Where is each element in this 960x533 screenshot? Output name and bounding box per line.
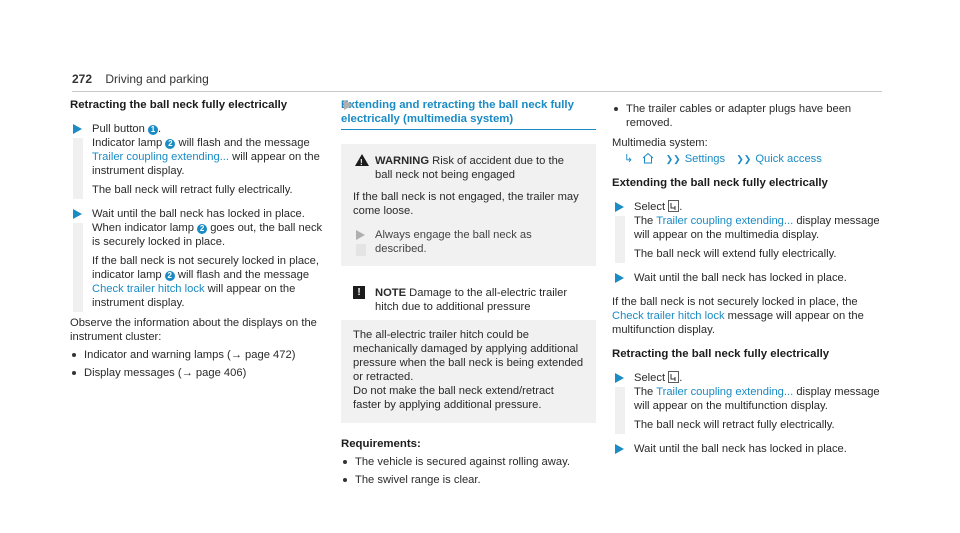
list-item: [70, 348, 328, 362]
menu-path: [612, 152, 882, 166]
column-right: [612, 98, 882, 456]
display-message: Check trailer hitch lock: [612, 310, 725, 322]
observe-text: Observe the information about the displays on the instrument cluster:: [70, 317, 317, 343]
step-text: [92, 122, 328, 178]
multimedia-label: Multimedia system:: [612, 137, 708, 149]
cluster-list: [70, 348, 328, 380]
text: goes out, the ball neck is securely locked in place.: [92, 222, 323, 248]
text: Select: [634, 372, 669, 384]
text: Select: [634, 201, 669, 213]
badge-2-icon: 2: [165, 271, 175, 281]
home-icon: [642, 152, 654, 164]
badge-1-icon: 1: [148, 125, 158, 135]
text: display message will appear on the multifunction display.: [634, 386, 880, 412]
text: The swivel range is clear.: [355, 474, 481, 486]
text: The: [634, 386, 657, 398]
note-label: NOTE: [375, 287, 407, 299]
text: Indicator and warning lamps (→ page 472): [84, 349, 296, 361]
step-bar: [615, 216, 625, 263]
badge-2-icon: 2: [197, 224, 207, 234]
warning-body: If the ball neck is not engaged, the trailer may come loose.: [353, 191, 579, 217]
text: will appear on the instrument display.: [92, 283, 296, 309]
display-message: Trailer coupling extending...: [656, 215, 794, 227]
step-wait-extend: [612, 271, 882, 285]
step-wait-retract: [612, 442, 882, 456]
column-middle: [341, 98, 596, 487]
text: will flash and the message: [175, 137, 310, 149]
text: Do not make the ball neck extend/retract faster by applying additional pressure.: [353, 385, 554, 411]
text: The: [634, 215, 657, 227]
step-bar: [73, 223, 83, 312]
trailer-hitch-icon[interactable]: [668, 200, 679, 212]
settings-link[interactable]: Settings: [684, 153, 726, 165]
note-title: [341, 278, 596, 320]
step-pull-button: [70, 122, 328, 197]
list-item: [341, 473, 596, 487]
warning-step: [353, 228, 584, 256]
text: The vehicle is secured against rolling away.: [355, 456, 570, 468]
bullet-icon: [614, 107, 618, 111]
warning-label: WARNING: [375, 155, 430, 167]
step-text: Select . The Trailer coupling extending... display message will appear on the multimedia display.: [634, 201, 880, 241]
section-title: Driving and parking: [105, 72, 209, 86]
bullet-icon: [72, 371, 76, 375]
step-result: The ball neck will extend fully electrically.: [634, 248, 837, 260]
step-arrow-icon: [615, 444, 624, 454]
notlocked-text: [612, 295, 882, 337]
bullet-icon: [343, 460, 347, 464]
step-result: The ball neck will retract fully electrically.: [634, 419, 835, 431]
step-text: [92, 207, 328, 249]
return-arrow-icon: ↳: [624, 153, 634, 165]
page-number: 272: [72, 72, 93, 86]
step-result: [92, 254, 328, 310]
step-result: The ball neck will retract fully electrically.: [92, 184, 293, 196]
list-item: [70, 366, 328, 380]
step-arrow-icon: [356, 230, 365, 240]
warning-box: [341, 144, 596, 266]
text: Always engage the ball neck as described.: [375, 229, 532, 255]
warning-triangle-icon: [355, 154, 369, 166]
heading-underline: [341, 129, 596, 130]
requirements-label: Requirements:: [341, 438, 421, 450]
chevron-right-icon: ❯❯: [736, 154, 752, 164]
requirements: [341, 437, 596, 487]
text: Pull button: [92, 123, 148, 135]
note-box: [341, 278, 596, 423]
text: will appear on the instrument display.: [92, 151, 320, 177]
quick-access-link[interactable]: Quick access: [755, 153, 822, 165]
step-text: Wait until the ball neck has locked in place.: [634, 272, 847, 284]
requirements-list-cont: [612, 102, 882, 130]
note-body: [341, 320, 596, 422]
step-select-extend: [612, 200, 882, 261]
step-bar: [356, 244, 366, 256]
step-select-retract: [612, 371, 882, 432]
note-exclamation-icon: !: [353, 286, 365, 299]
step-wait-lock: [70, 207, 328, 310]
step-bar: [73, 138, 83, 199]
text: If the ball neck is not securely locked in place, the: [612, 296, 858, 308]
text: If the ball neck is not securely locked in place, indicator lamp: [92, 255, 319, 281]
step-arrow-icon: [73, 124, 82, 134]
display-message: Trailer coupling extending...: [656, 386, 794, 398]
list-item: [341, 455, 596, 469]
page-header: [72, 72, 209, 86]
text: message will appear on the multifunction display.: [612, 310, 864, 336]
step-text: Wait until the ball neck has locked in place.: [634, 443, 847, 455]
note-description: The all-electric trailer hitch could be mechanically damaged by applying additional pressure when the ball neck is being extended or retracted.: [353, 329, 584, 383]
column-left: [70, 98, 328, 380]
chevron-right-icon: ❯❯: [665, 154, 681, 164]
multimedia-heading: Extending and retracting the ball neck fully electrically (multimedia system): [341, 99, 574, 125]
bullet-icon: [72, 353, 76, 357]
text: Display messages (→ page 406): [84, 367, 247, 379]
step-arrow-icon: [344, 100, 353, 110]
note-step: [353, 384, 584, 412]
header-divider: [72, 91, 882, 92]
display-message: Trailer coupling extending...: [92, 151, 230, 163]
note-text: Damage to the all-electric trailer hitch due to additional pressure: [375, 287, 568, 313]
badge-2-icon: 2: [165, 139, 175, 149]
warning-title: [353, 154, 584, 182]
bullet-icon: [343, 478, 347, 482]
trailer-hitch-icon[interactable]: [668, 371, 679, 383]
text: The trailer cables or adapter plugs have been removed.: [626, 103, 852, 129]
text: Indicator lamp: [92, 137, 166, 149]
text: display message will appear on the multimedia display.: [634, 215, 880, 241]
retract-heading: Retracting the ball neck fully electrically: [70, 99, 288, 111]
step-arrow-icon: [615, 273, 624, 283]
step-arrow-icon: [73, 209, 82, 219]
warning-text: Risk of accident due to the ball neck not being engaged: [375, 155, 565, 181]
requirements-list: [341, 455, 596, 487]
text: will flash and the message: [174, 269, 310, 281]
display-message: Check trailer hitch lock: [92, 283, 205, 295]
step-arrow-icon: [615, 202, 624, 212]
extend-heading: Extending the ball neck fully electrically: [612, 177, 828, 189]
step-arrow-icon: [615, 373, 624, 383]
step-bar: [615, 387, 625, 434]
step-text: Select . The Trailer coupling extending... display message will appear on the multifunction display.: [634, 372, 880, 412]
retract-heading-2: Retracting the ball neck fully electrically: [612, 348, 830, 360]
text: Wait until the ball neck has locked in place. When indicator lamp: [92, 208, 305, 234]
text: .: [157, 123, 162, 135]
list-item: [612, 102, 882, 130]
